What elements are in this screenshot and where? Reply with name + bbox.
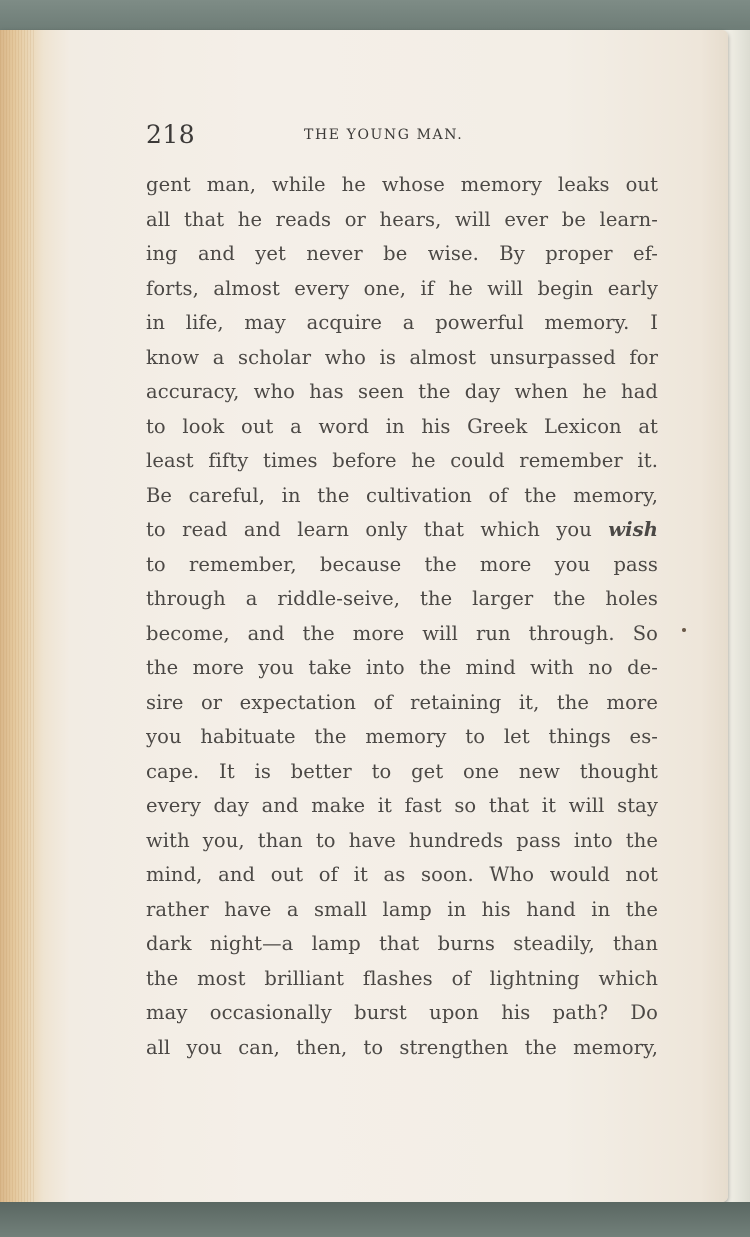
text-line: may occasionally burst upon his path? Do — [146, 1001, 658, 1024]
emphasis-word: wish — [608, 518, 658, 541]
text-line: forts, almost every one, if he will begin early — [146, 276, 658, 300]
text-line: sire or expectation of retaining it, the more — [146, 690, 658, 714]
text-line: you habituate the memory to let things es- — [146, 725, 658, 748]
text-line: every day and make it fast so that it will stay — [146, 794, 658, 817]
text-line: least fifty times before he could remember it. — [146, 449, 658, 472]
text-line: to look out a word in his Greek Lexicon at — [146, 414, 658, 438]
text-line: in life, may acquire a powerful memory. I — [146, 311, 658, 334]
text-line: with you, than to have hundreds pass into the — [146, 828, 658, 852]
page-header — [146, 116, 658, 156]
text-line: become, and the more will run through. So — [146, 621, 658, 645]
text-line: all that he reads or hears, will ever be learn- — [146, 207, 658, 231]
text-line: cape. It is better to get one new thought — [146, 759, 658, 783]
text-line: accuracy, who has seen the day when he had — [146, 380, 658, 403]
text-line: dark night—a lamp that burns steadily, than — [146, 932, 658, 955]
running-head: THE YOUNG MAN. — [304, 127, 464, 143]
text-segment: to read and learn only that which you — [146, 518, 592, 541]
text-line: mind, and out of it as soon. Who would not — [146, 863, 658, 886]
text-line-with-emphasis — [146, 513, 658, 548]
text-line: know a scholar who is almost unsurpassed for — [146, 345, 658, 369]
body-text — [146, 168, 658, 1065]
text-line: through a riddle-seive, the larger the holes — [146, 587, 658, 610]
scan-background-bottom — [0, 1202, 750, 1237]
text-line: Be careful, in the cultivation of the memory, — [146, 483, 658, 507]
page-number: 218 — [146, 120, 196, 149]
ink-speck — [682, 628, 686, 632]
text-line: gent man, while he whose memory leaks out — [146, 173, 658, 196]
text-line: the more you take into the mind with no de- — [146, 656, 658, 679]
text-line: to remember, because the more you pass — [146, 552, 658, 576]
text-line: rather have a small lamp in his hand in the — [146, 897, 658, 921]
text-line: all you can, then, to strengthen the memory, — [146, 1035, 658, 1059]
text-line: ing and yet never be wise. By proper ef- — [146, 242, 658, 265]
text-line: the most brilliant flashes of lightning which — [146, 966, 658, 990]
